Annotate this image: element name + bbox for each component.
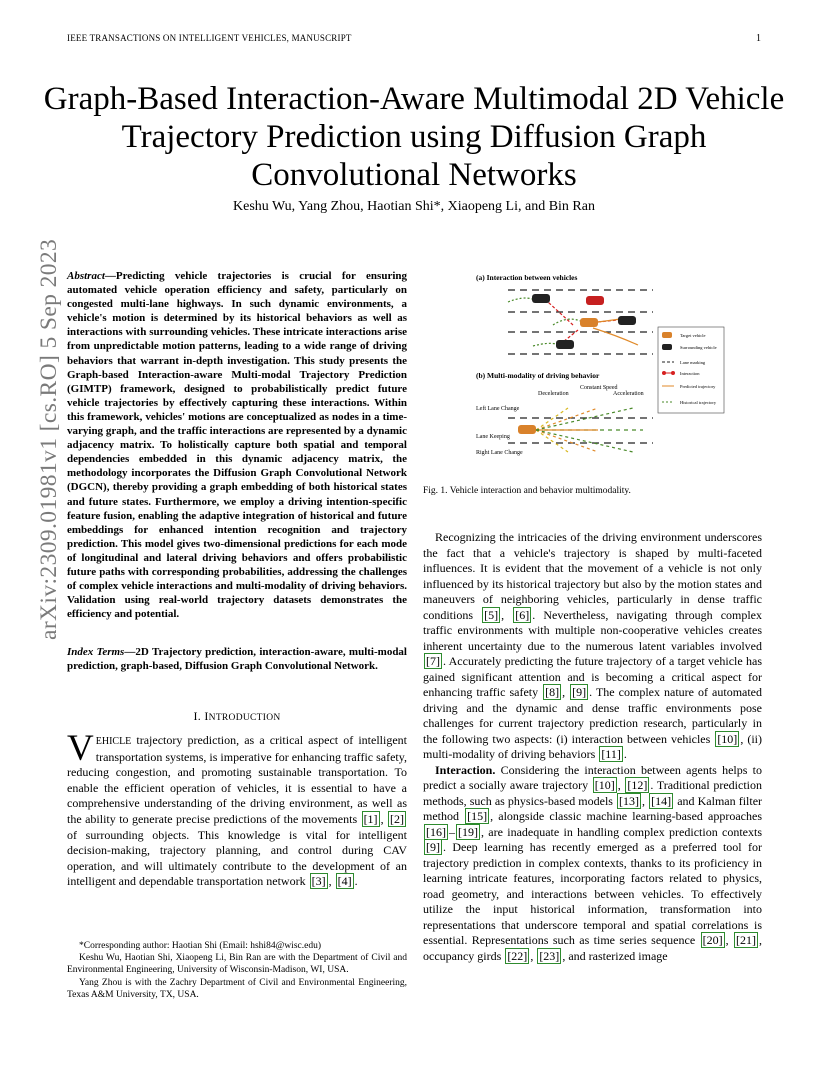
intro-text-1: trajectory prediction, as a critical aspect of intelligent transportation systems, is imperative for enhancing traffic safety, reducing congestion, and promoting sustainable transportation. To enable the efficient operation of vehicles, it is essential to have a comprehensive understanding of the driving environment, as well as the ability to generate precise predictions of the movements bbox=[67, 733, 407, 826]
page-number: 1 bbox=[756, 33, 761, 44]
figure-panel-b-title: (b) Multi-modality of driving behavior bbox=[476, 371, 600, 380]
abstract bbox=[67, 269, 407, 621]
citation-link[interactable]: [13] bbox=[619, 793, 640, 808]
legend-historical: Historical trajectory bbox=[680, 400, 717, 405]
citation-link[interactable]: [4] bbox=[337, 874, 352, 889]
surrounding-vehicle bbox=[532, 294, 550, 303]
column-acceleration: Acceleration bbox=[613, 391, 644, 397]
paper-title: Graph-Based Interaction-Aware Multimodal 2D Vehicle Trajectory Prediction using Diffusion Graph Convolutional Networks bbox=[43, 81, 785, 193]
citation-link[interactable]: [10] bbox=[717, 731, 738, 746]
citation-link[interactable]: [7] bbox=[426, 654, 440, 668]
index-terms bbox=[67, 645, 407, 673]
figure-vehicle-interaction bbox=[468, 270, 728, 470]
legend-interaction: Interaction bbox=[680, 371, 700, 376]
footnote-affiliation-1: Keshu Wu, Haotian Shi, Xiaopeng Li, Bin Ran are with the Department of Civil and Environmental Engineering, University of Wisconsin-Madison, WI, USA. bbox=[67, 953, 407, 976]
footnotes bbox=[67, 940, 407, 1001]
citation-link[interactable]: [8] bbox=[545, 685, 560, 699]
surrounding-vehicle bbox=[556, 340, 574, 349]
drop-cap: V bbox=[67, 728, 94, 769]
citation-link[interactable]: [9] bbox=[426, 840, 440, 854]
citation-link[interactable]: [12] bbox=[627, 778, 648, 792]
surrounding-vehicle bbox=[618, 316, 636, 325]
legend-surrounding: Surrounding vehicle bbox=[680, 345, 717, 350]
citation-link[interactable]: [2] bbox=[390, 811, 405, 826]
citation-link[interactable]: [11] bbox=[601, 747, 621, 761]
citation-link[interactable]: [19] bbox=[458, 824, 478, 839]
citation-link[interactable]: [5] bbox=[484, 607, 499, 622]
section-heading bbox=[67, 709, 407, 724]
target-vehicle bbox=[518, 425, 536, 434]
abstract-label: Abstract bbox=[67, 270, 105, 282]
interaction-label: Interaction. bbox=[435, 762, 496, 777]
legend-lane: Lane marking bbox=[680, 360, 706, 365]
row-right-lane-change: Right Lane Change bbox=[476, 450, 523, 456]
target-vehicle bbox=[580, 318, 598, 327]
section-title-initial: I bbox=[204, 709, 209, 723]
figure-panel-a-title: (a) Interaction between vehicles bbox=[476, 273, 578, 282]
citation-link[interactable]: [1] bbox=[363, 811, 378, 826]
citation-link[interactable]: [9] bbox=[572, 685, 587, 699]
author-list: Keshu Wu, Yang Zhou, Haotian Shi*, Xiaopeng Li, and Bin Ran bbox=[233, 199, 595, 214]
citation-link[interactable]: [15] bbox=[467, 809, 488, 823]
citation-link[interactable]: [16] bbox=[426, 824, 446, 839]
legend-target: Target vehicle bbox=[680, 333, 706, 338]
index-terms-text: —2D Trajectory prediction, interaction-aware, multi-modal prediction, graph-based, Diffusion Graph Convolutional Network. bbox=[67, 646, 407, 673]
arxiv-stamp: arXiv:2309.01981v1 [cs.RO] 5 Sep 2023 bbox=[36, 238, 62, 640]
index-terms-label: Index Terms bbox=[67, 646, 125, 658]
column-deceleration: Deceleration bbox=[538, 391, 569, 397]
intro-paragraph: VEHICLE trajectory prediction, as a critical aspect of intelligent transportation systems, is imperative for enhancing traffic safety, reducing congestion, and promoting sustainable transportation. To enable the efficient operation of vehicles, it is essential to have a comprehensive understanding of the driving environment, as well as the ability to generate precise predictions of the movements [1] , [2] of surrounding objects. This knowledge is vital for intelligent decision-making, trajectory planning, and control during CAV operation, and will ultimately contribute to the development of an intelligent and dependable transportation network [3] , [4] . bbox=[67, 728, 407, 889]
intro-text-2: of surrounding objects. This knowledge is vital for intelligent decision-making, trajectory planning, and control during CAV operation, and will ultimately contribute to the development of an intelligent and dependable transportation network bbox=[67, 827, 407, 889]
footnote-corresponding: *Corresponding author: Haotian Shi (Email: hshi84@wisc.edu) bbox=[79, 941, 321, 951]
row-left-lane-change: Left Lane Change bbox=[476, 406, 520, 412]
journal-header: IEEE TRANSACTIONS ON INTELLIGENT VEHICLES, MANUSCRIPT bbox=[67, 33, 352, 43]
surrounding-vehicle bbox=[586, 296, 604, 305]
abstract-text: —Predicting vehicle trajectories is crucial for ensuring automated vehicle operation efficiency and safety, particularly on congested multi-lane highways. In such dynamic environments, a vehicle's motion is determined by its historical behaviors as well as interactions with surrounding vehicles. These intricate interactions arise from unpredictable motion patterns, leading to a wide range of driving behaviors that warrant in-depth investigation. This study presents the Graph-based Interaction-aware Multi-modal Trajectory Prediction (GIMTP) framework, designed to probabilistically predict future vehicle trajectories by effectively capturing these interactions. Within this framework, vehicles' motions are conceptualized as nodes in a time-varying graph, and the traffic interactions are represented by a dynamic adjacency matrix. To holistically capture both spatial and temporal dependencies embedded in this dynamic adjacency matrix, the methodology incorporates the Diffusion Graph Convolutional Network (DGCN), thereby providing a graph embedding of both historical states and future states. Furthermore, we employ a driving intention-specific feature fusion, enabling the adaptive integration of historical and future embeddings for enhanced intention recognition and trajectory prediction. This model gives two-dimensional predictions for each mode of longitudinal and lateral driving behaviors and offers probabilistic future paths with corresponding probabilities, addressing the challenges of complex vehicle interactions and multi-modality of driving behaviors. Validation using real-world trajectory datasets demonstrates the efficiency and potential. bbox=[67, 270, 407, 621]
section-number: I. bbox=[193, 709, 202, 723]
citation-link[interactable]: [6] bbox=[515, 607, 530, 622]
paragraph-interaction: Interaction. Considering the interaction between agents helps to predict a socially aware trajectory [10] , [12] . Traditional prediction methods, such as physics-based models [13] , [14] and Kalman filter method [15] , alongside classic machine learning-based approaches [16] – [19] , are inadequate in handling complex prediction contexts [9] . Deep learning has recently emerged as a preferred tool for trajectory prediction in complex contexts, thanks to its proficiency in learning intricate features, incorporating factors related to physics, road geometry, and interactions between vehicles. To effectively utilize the input historical information, transformation into representations that underscore temporal and spatial correlations is essential. Representations such as time series sequence [20] , [21] , occupancy girds [22] , [23] , and rasterized image bbox=[423, 762, 763, 963]
citation-link[interactable]: [3] bbox=[311, 874, 326, 889]
citation-link[interactable]: [21] bbox=[736, 933, 757, 947]
column-constant-speed: Constant Speed bbox=[580, 385, 618, 391]
figure-legend bbox=[658, 327, 724, 413]
paragraph-recognizing: Recognizing the intricacies of the driving environment underscores the fact that a vehicle's trajectory is shaped by multi-faceted influences. It is evident that the movement of a vehicle is not only influenced by its historical trajectory but also by the motion states and maneuvers of neighboring vehicles, particularly in dense traffic conditions [5] , [6] . Nevertheless, navigating through complex traffic environments with multiple non-cooperative vehicles creates inherent uncertainty due to the numerous latent variables involved [7] . Accurately predicting the future trajectory of a target vehicle has gained significant attention and is becoming a critical aspect for enhancing traffic safety [8] , [9] . The complex nature of automated driving and the dynamic and dense traffic environments pose challenges for current trajectory prediction research, particularly in the following two aspects: (i) interaction between vehicles [10] , (ii) multi-modality of driving behaviors [11] . bbox=[423, 530, 763, 761]
intro-first-word: EHICLE bbox=[95, 736, 132, 747]
figure-caption: Fig. 1. Vehicle interaction and behavior multimodality. bbox=[423, 486, 631, 496]
right-column-text bbox=[423, 530, 762, 964]
citation-link[interactable]: [20] bbox=[702, 933, 723, 947]
citation-link[interactable]: [10] bbox=[594, 778, 615, 792]
footnote-affiliation-2: Yang Zhou is with the Zachry Department of Civil and Environmental Engineering, Texas A&M University, TX, USA. bbox=[67, 977, 407, 1000]
row-lane-keeping: Lane Keeping bbox=[476, 434, 510, 440]
panel-b-trajectories bbox=[536, 408, 643, 452]
citation-link[interactable]: [23] bbox=[539, 948, 560, 963]
citation-link[interactable]: [14] bbox=[651, 793, 672, 808]
section-title-rest: NTRODUCTION bbox=[208, 713, 281, 723]
panel-a-vehicles bbox=[532, 294, 636, 349]
legend-predicted: Predicted trajectory bbox=[680, 384, 716, 389]
citation-link[interactable]: [22] bbox=[507, 948, 528, 963]
